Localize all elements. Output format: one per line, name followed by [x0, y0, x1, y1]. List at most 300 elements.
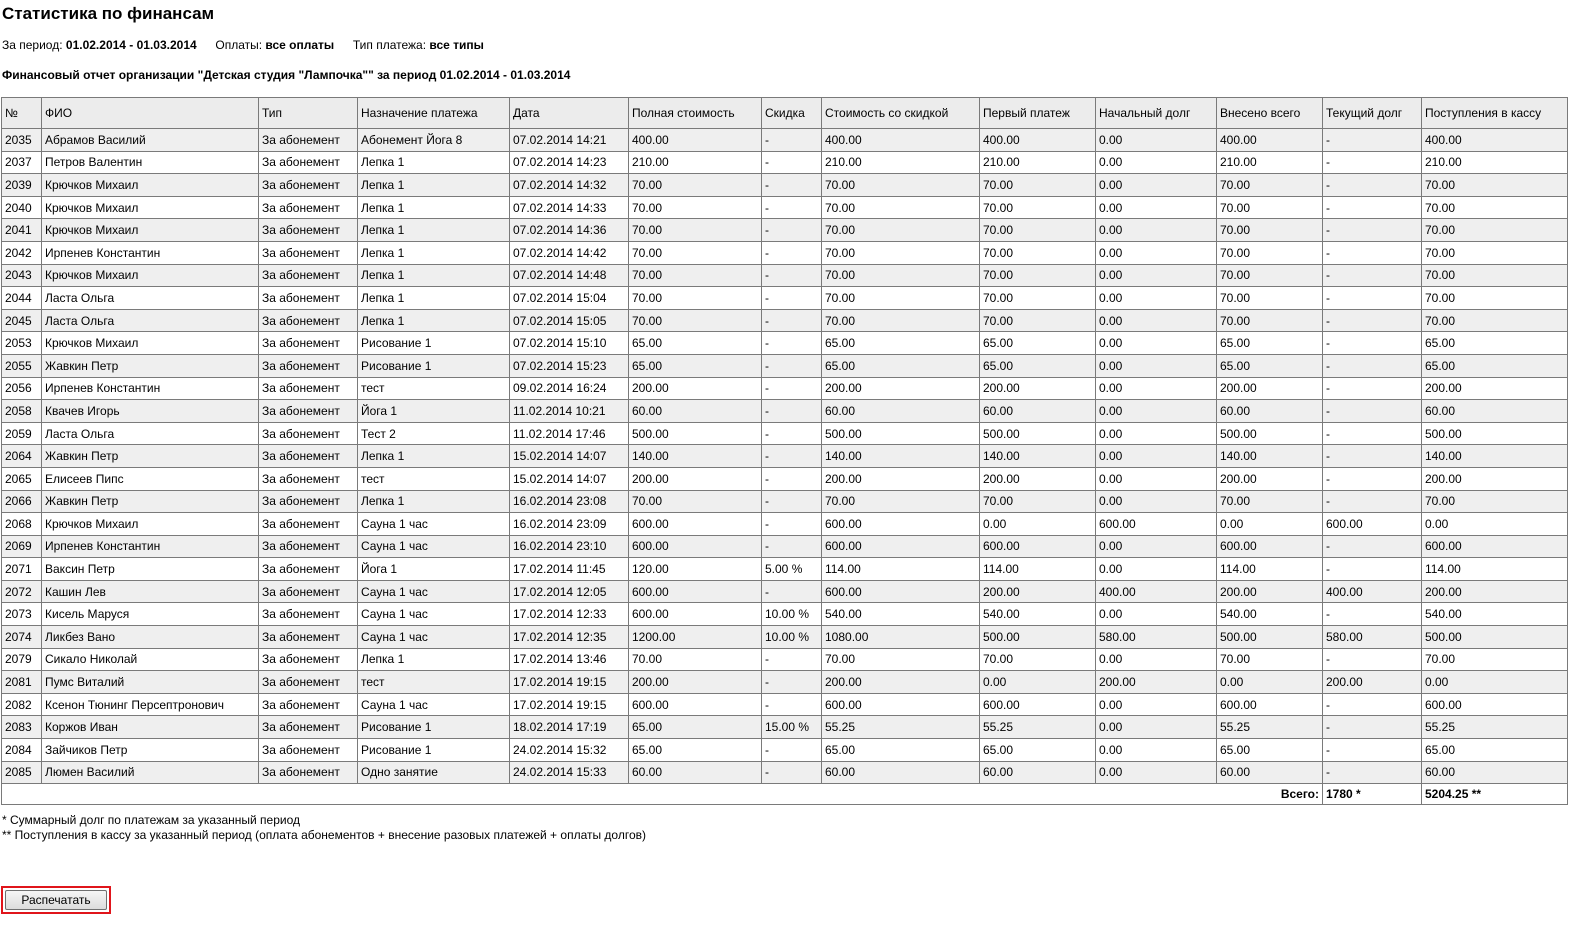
column-header-first-payment: Первый платеж	[980, 98, 1096, 129]
cell-number: 2043	[2, 264, 42, 287]
cell-initial-debt: 0.00	[1096, 693, 1217, 716]
cell-current-debt: -	[1323, 603, 1422, 626]
cell-paid-total: 65.00	[1217, 332, 1323, 355]
cell-full-cost: 500.00	[629, 422, 762, 445]
cell-initial-debt: 0.00	[1096, 174, 1217, 197]
cell-current-debt: -	[1323, 648, 1422, 671]
cell-first-payment: 65.00	[980, 739, 1096, 762]
cell-discount: -	[762, 332, 822, 355]
cell-discount: -	[762, 671, 822, 694]
cell-type: За абонемент	[259, 693, 358, 716]
table-row	[2, 467, 1568, 490]
cell-number: 2053	[2, 332, 42, 355]
table-row	[2, 354, 1568, 377]
cell-cash-income: 55.25	[1422, 716, 1568, 739]
cell-purpose: тест	[358, 467, 510, 490]
payment-type-label: Тип платежа:	[352, 38, 427, 52]
cell-purpose: Лепка 1	[358, 287, 510, 310]
cell-discount: -	[762, 129, 822, 152]
cell-current-debt: -	[1323, 151, 1422, 174]
cell-date: 07.02.2014 14:36	[510, 219, 629, 242]
cell-purpose: Лепка 1	[358, 151, 510, 174]
cell-discount: -	[762, 287, 822, 310]
cell-paid-total: 500.00	[1217, 626, 1323, 649]
cell-purpose: Тест 2	[358, 422, 510, 445]
column-header-current-debt: Текущий долг	[1323, 98, 1422, 129]
cell-discount: -	[762, 580, 822, 603]
cell-discount: -	[762, 377, 822, 400]
cell-first-payment: 70.00	[980, 648, 1096, 671]
cell-current-debt: -	[1323, 445, 1422, 468]
cell-date: 17.02.2014 12:35	[510, 626, 629, 649]
cell-type: За абонемент	[259, 287, 358, 310]
print-button-highlight	[1, 886, 111, 914]
payments-label: Оплаты:	[215, 38, 263, 52]
cell-full-cost: 70.00	[629, 241, 762, 264]
cell-number: 2068	[2, 513, 42, 536]
cell-first-payment: 55.25	[980, 716, 1096, 739]
table-row	[2, 648, 1568, 671]
cell-discounted-cost: 200.00	[822, 671, 980, 694]
cell-paid-total: 65.00	[1217, 354, 1323, 377]
cell-paid-total: 200.00	[1217, 467, 1323, 490]
cell-number: 2084	[2, 739, 42, 762]
cell-name: Кашин Лев	[42, 580, 259, 603]
cell-paid-total: 70.00	[1217, 309, 1323, 332]
cell-number: 2069	[2, 535, 42, 558]
cell-initial-debt: 0.00	[1096, 287, 1217, 310]
cell-full-cost: 600.00	[629, 580, 762, 603]
cell-cash-income: 140.00	[1422, 445, 1568, 468]
cell-name: Жавкин Петр	[42, 445, 259, 468]
cell-cash-income: 200.00	[1422, 467, 1568, 490]
cell-discounted-cost: 65.00	[822, 354, 980, 377]
cell-type: За абонемент	[259, 739, 358, 762]
cell-full-cost: 70.00	[629, 287, 762, 310]
cell-current-debt: -	[1323, 129, 1422, 152]
cell-type: За абонемент	[259, 671, 358, 694]
cell-date: 07.02.2014 14:33	[510, 196, 629, 219]
totals-row	[2, 784, 1568, 805]
cell-date: 09.02.2014 16:24	[510, 377, 629, 400]
cell-type: За абонемент	[259, 648, 358, 671]
cell-discounted-cost: 55.25	[822, 716, 980, 739]
footnote-cash: ** Поступления в кассу за указанный период (оплата абонементов + внесение разовых платежей + оплаты долгов)	[2, 828, 647, 842]
table-row	[2, 264, 1568, 287]
cell-full-cost: 70.00	[629, 174, 762, 197]
cell-first-payment: 500.00	[980, 422, 1096, 445]
cell-discounted-cost: 1080.00	[822, 626, 980, 649]
cell-full-cost: 200.00	[629, 671, 762, 694]
table-row	[2, 693, 1568, 716]
cell-type: За абонемент	[259, 196, 358, 219]
cell-cash-income: 70.00	[1422, 309, 1568, 332]
cell-number: 2085	[2, 761, 42, 784]
cell-cash-income: 65.00	[1422, 332, 1568, 355]
cell-first-payment: 70.00	[980, 490, 1096, 513]
footnotes	[2, 813, 646, 843]
column-header-number: №	[2, 98, 42, 129]
cell-cash-income: 200.00	[1422, 580, 1568, 603]
cell-first-payment: 500.00	[980, 626, 1096, 649]
cell-discounted-cost: 70.00	[822, 219, 980, 242]
cell-paid-total: 540.00	[1217, 603, 1323, 626]
column-header-discounted-cost: Стоимость со скидкой	[822, 98, 980, 129]
cell-name: Квачев Игорь	[42, 400, 259, 423]
cell-name: Ирпенев Константин	[42, 535, 259, 558]
cell-discounted-cost: 60.00	[822, 761, 980, 784]
cell-type: За абонемент	[259, 558, 358, 581]
cell-number: 2039	[2, 174, 42, 197]
cell-date: 07.02.2014 14:42	[510, 241, 629, 264]
cell-current-debt: 600.00	[1323, 513, 1422, 536]
table-row	[2, 241, 1568, 264]
cell-full-cost: 65.00	[629, 716, 762, 739]
cell-initial-debt: 0.00	[1096, 603, 1217, 626]
cell-name: Ваксин Петр	[42, 558, 259, 581]
cell-discount: -	[762, 422, 822, 445]
cell-number: 2081	[2, 671, 42, 694]
cell-discounted-cost: 70.00	[822, 309, 980, 332]
cell-name: Коржов Иван	[42, 716, 259, 739]
cell-number: 2071	[2, 558, 42, 581]
cell-initial-debt: 0.00	[1096, 151, 1217, 174]
totals-cash-income: 5204.25 **	[1422, 784, 1568, 805]
cell-type: За абонемент	[259, 241, 358, 264]
cell-full-cost: 600.00	[629, 603, 762, 626]
finance-table	[1, 97, 1568, 805]
cell-paid-total: 70.00	[1217, 287, 1323, 310]
cell-cash-income: 70.00	[1422, 196, 1568, 219]
cell-initial-debt: 0.00	[1096, 467, 1217, 490]
cell-discounted-cost: 70.00	[822, 287, 980, 310]
cell-current-debt: 400.00	[1323, 580, 1422, 603]
cell-full-cost: 200.00	[629, 377, 762, 400]
cell-initial-debt: 400.00	[1096, 580, 1217, 603]
period-value: 01.02.2014 - 01.03.2014	[65, 38, 197, 52]
cell-date: 16.02.2014 23:08	[510, 490, 629, 513]
cell-purpose: Лепка 1	[358, 445, 510, 468]
column-header-discount: Скидка	[762, 98, 822, 129]
cell-discounted-cost: 70.00	[822, 241, 980, 264]
table-row	[2, 196, 1568, 219]
cell-cash-income: 500.00	[1422, 626, 1568, 649]
table-row	[2, 603, 1568, 626]
cell-type: За абонемент	[259, 377, 358, 400]
cell-initial-debt: 0.00	[1096, 490, 1217, 513]
cell-cash-income: 70.00	[1422, 648, 1568, 671]
cell-cash-income: 0.00	[1422, 513, 1568, 536]
table-row	[2, 151, 1568, 174]
cell-paid-total: 70.00	[1217, 196, 1323, 219]
cell-first-payment: 200.00	[980, 467, 1096, 490]
cell-discount: -	[762, 264, 822, 287]
cell-discount: -	[762, 535, 822, 558]
cell-cash-income: 70.00	[1422, 174, 1568, 197]
cell-number: 2040	[2, 196, 42, 219]
cell-number: 2083	[2, 716, 42, 739]
cell-number: 2072	[2, 580, 42, 603]
cell-discounted-cost: 70.00	[822, 490, 980, 513]
cell-current-debt: -	[1323, 287, 1422, 310]
cell-first-payment: 200.00	[980, 580, 1096, 603]
cell-full-cost: 60.00	[629, 761, 762, 784]
cell-full-cost: 70.00	[629, 219, 762, 242]
cell-cash-income: 70.00	[1422, 264, 1568, 287]
cell-cash-income: 70.00	[1422, 287, 1568, 310]
cell-number: 2082	[2, 693, 42, 716]
cell-type: За абонемент	[259, 174, 358, 197]
table-row	[2, 580, 1568, 603]
cell-discounted-cost: 540.00	[822, 603, 980, 626]
cell-purpose: тест	[358, 671, 510, 694]
cell-first-payment: 60.00	[980, 400, 1096, 423]
cell-purpose: Лепка 1	[358, 196, 510, 219]
cell-number: 2066	[2, 490, 42, 513]
cell-name: Елисеев Пипс	[42, 467, 259, 490]
cell-current-debt: -	[1323, 309, 1422, 332]
cell-name: Ликбез Вано	[42, 626, 259, 649]
cell-type: За абонемент	[259, 219, 358, 242]
cell-full-cost: 400.00	[629, 129, 762, 152]
cell-date: 18.02.2014 17:19	[510, 716, 629, 739]
column-header-type: Тип	[259, 98, 358, 129]
cell-first-payment: 114.00	[980, 558, 1096, 581]
cell-discounted-cost: 400.00	[822, 129, 980, 152]
cell-discounted-cost: 200.00	[822, 377, 980, 400]
cell-purpose: Сауна 1 час	[358, 603, 510, 626]
cell-cash-income: 600.00	[1422, 693, 1568, 716]
cell-type: За абонемент	[259, 580, 358, 603]
cell-first-payment: 70.00	[980, 219, 1096, 242]
cell-discount: -	[762, 490, 822, 513]
cell-type: За абонемент	[259, 603, 358, 626]
cell-number: 2041	[2, 219, 42, 242]
cell-discounted-cost: 600.00	[822, 535, 980, 558]
cell-first-payment: 540.00	[980, 603, 1096, 626]
cell-full-cost: 140.00	[629, 445, 762, 468]
cell-discounted-cost: 140.00	[822, 445, 980, 468]
cell-number: 2045	[2, 309, 42, 332]
cell-date: 17.02.2014 19:15	[510, 671, 629, 694]
cell-current-debt: -	[1323, 241, 1422, 264]
table-row	[2, 422, 1568, 445]
cell-first-payment: 70.00	[980, 241, 1096, 264]
cell-date: 07.02.2014 14:32	[510, 174, 629, 197]
table-row	[2, 761, 1568, 784]
cell-full-cost: 600.00	[629, 535, 762, 558]
cell-paid-total: 55.25	[1217, 716, 1323, 739]
cell-current-debt: -	[1323, 535, 1422, 558]
table-row	[2, 400, 1568, 423]
cell-current-debt: -	[1323, 739, 1422, 762]
cell-initial-debt: 0.00	[1096, 558, 1217, 581]
table-row	[2, 377, 1568, 400]
cell-initial-debt: 200.00	[1096, 671, 1217, 694]
cell-name: Ласта Ольга	[42, 287, 259, 310]
cell-discount: -	[762, 761, 822, 784]
cell-number: 2044	[2, 287, 42, 310]
cell-name: Кисель Маруся	[42, 603, 259, 626]
payment-type-value: все типы	[429, 38, 484, 52]
cell-name: Абрамов Василий	[42, 129, 259, 152]
cell-discounted-cost: 60.00	[822, 400, 980, 423]
report-title: Финансовый отчет организации "Детская студия "Лампочка"" за период 01.02.2014 - 01.03.2014	[2, 68, 571, 82]
cell-number: 2073	[2, 603, 42, 626]
cell-discounted-cost: 210.00	[822, 151, 980, 174]
cell-name: Сикало Николай	[42, 648, 259, 671]
cell-date: 11.02.2014 17:46	[510, 422, 629, 445]
table-row	[2, 739, 1568, 762]
table-row	[2, 287, 1568, 310]
cell-name: Пумс Виталий	[42, 671, 259, 694]
cell-cash-income: 400.00	[1422, 129, 1568, 152]
cell-date: 17.02.2014 12:05	[510, 580, 629, 603]
cell-purpose: Лепка 1	[358, 264, 510, 287]
table-row	[2, 129, 1568, 152]
cell-purpose: тест	[358, 377, 510, 400]
cell-date: 07.02.2014 14:23	[510, 151, 629, 174]
cell-current-debt: -	[1323, 219, 1422, 242]
cell-purpose: Сауна 1 час	[358, 580, 510, 603]
cell-current-debt: -	[1323, 490, 1422, 513]
cell-name: Ласта Ольга	[42, 422, 259, 445]
cell-discount: -	[762, 739, 822, 762]
cell-initial-debt: 0.00	[1096, 309, 1217, 332]
cell-current-debt: -	[1323, 196, 1422, 219]
cell-initial-debt: 0.00	[1096, 716, 1217, 739]
cell-date: 07.02.2014 14:48	[510, 264, 629, 287]
cell-date: 17.02.2014 11:45	[510, 558, 629, 581]
cell-type: За абонемент	[259, 716, 358, 739]
cell-type: За абонемент	[259, 400, 358, 423]
cell-discounted-cost: 600.00	[822, 580, 980, 603]
cell-full-cost: 70.00	[629, 196, 762, 219]
cell-type: За абонемент	[259, 264, 358, 287]
cell-cash-income: 70.00	[1422, 219, 1568, 242]
cell-number: 2042	[2, 241, 42, 264]
print-button[interactable]: Распечатать	[5, 890, 107, 910]
cell-paid-total: 114.00	[1217, 558, 1323, 581]
cell-name: Жавкин Петр	[42, 354, 259, 377]
cell-paid-total: 140.00	[1217, 445, 1323, 468]
cell-full-cost: 120.00	[629, 558, 762, 581]
cell-type: За абонемент	[259, 129, 358, 152]
page-title: Статистика по финансам	[2, 4, 215, 23]
cell-paid-total: 400.00	[1217, 129, 1323, 152]
cell-purpose: Сауна 1 час	[358, 513, 510, 536]
cell-current-debt: -	[1323, 761, 1422, 784]
cell-current-debt: 200.00	[1323, 671, 1422, 694]
cell-current-debt: -	[1323, 467, 1422, 490]
cell-type: За абонемент	[259, 535, 358, 558]
cell-first-payment: 600.00	[980, 535, 1096, 558]
cell-purpose: Лепка 1	[358, 648, 510, 671]
cell-initial-debt: 0.00	[1096, 219, 1217, 242]
cell-cash-income: 114.00	[1422, 558, 1568, 581]
cell-initial-debt: 0.00	[1096, 400, 1217, 423]
table-row	[2, 716, 1568, 739]
table-row	[2, 671, 1568, 694]
cell-purpose: Сауна 1 час	[358, 626, 510, 649]
cell-date: 15.02.2014 14:07	[510, 445, 629, 468]
cell-purpose: Рисование 1	[358, 354, 510, 377]
cell-purpose: Одно занятие	[358, 761, 510, 784]
cell-current-debt: -	[1323, 716, 1422, 739]
cell-first-payment: 200.00	[980, 377, 1096, 400]
cell-discount: -	[762, 445, 822, 468]
cell-paid-total: 70.00	[1217, 241, 1323, 264]
cell-name: Ирпенев Константин	[42, 377, 259, 400]
cell-initial-debt: 600.00	[1096, 513, 1217, 536]
cell-purpose: Лепка 1	[358, 174, 510, 197]
filter-summary	[2, 38, 484, 52]
cell-initial-debt: 580.00	[1096, 626, 1217, 649]
cell-type: За абонемент	[259, 761, 358, 784]
cell-type: За абонемент	[259, 513, 358, 536]
cell-name: Ксенон Тюнинг Персептронович	[42, 693, 259, 716]
cell-discounted-cost: 114.00	[822, 558, 980, 581]
cell-date: 24.02.2014 15:32	[510, 739, 629, 762]
cell-discounted-cost: 500.00	[822, 422, 980, 445]
cell-paid-total: 0.00	[1217, 671, 1323, 694]
cell-cash-income: 60.00	[1422, 761, 1568, 784]
cell-discounted-cost: 600.00	[822, 693, 980, 716]
cell-purpose: Рисование 1	[358, 332, 510, 355]
cell-number: 2037	[2, 151, 42, 174]
cell-initial-debt: 0.00	[1096, 377, 1217, 400]
cell-date: 07.02.2014 15:04	[510, 287, 629, 310]
cell-first-payment: 600.00	[980, 693, 1096, 716]
table-row	[2, 558, 1568, 581]
column-header-name: ФИО	[42, 98, 259, 129]
cell-number: 2059	[2, 422, 42, 445]
cell-cash-income: 60.00	[1422, 400, 1568, 423]
cell-initial-debt: 0.00	[1096, 264, 1217, 287]
cell-date: 07.02.2014 15:10	[510, 332, 629, 355]
cell-type: За абонемент	[259, 354, 358, 377]
cell-cash-income: 600.00	[1422, 535, 1568, 558]
cell-discount: 15.00 %	[762, 716, 822, 739]
cell-initial-debt: 0.00	[1096, 129, 1217, 152]
cell-full-cost: 65.00	[629, 332, 762, 355]
cell-initial-debt: 0.00	[1096, 761, 1217, 784]
table-row	[2, 490, 1568, 513]
cell-discounted-cost: 70.00	[822, 174, 980, 197]
cell-first-payment: 400.00	[980, 129, 1096, 152]
table-row	[2, 535, 1568, 558]
cell-cash-income: 210.00	[1422, 151, 1568, 174]
cell-paid-total: 60.00	[1217, 400, 1323, 423]
cell-full-cost: 65.00	[629, 354, 762, 377]
cell-cash-income: 65.00	[1422, 739, 1568, 762]
cell-cash-income: 70.00	[1422, 241, 1568, 264]
cell-purpose: Йога 1	[358, 400, 510, 423]
cell-discount: -	[762, 648, 822, 671]
cell-discounted-cost: 70.00	[822, 648, 980, 671]
cell-full-cost: 60.00	[629, 400, 762, 423]
cell-type: За абонемент	[259, 332, 358, 355]
cell-paid-total: 600.00	[1217, 535, 1323, 558]
cell-discount: -	[762, 354, 822, 377]
table-header-row	[2, 98, 1568, 129]
cell-full-cost: 210.00	[629, 151, 762, 174]
cell-current-debt: -	[1323, 422, 1422, 445]
cell-initial-debt: 0.00	[1096, 422, 1217, 445]
cell-number: 2035	[2, 129, 42, 152]
cell-discount: -	[762, 174, 822, 197]
cell-date: 17.02.2014 12:33	[510, 603, 629, 626]
